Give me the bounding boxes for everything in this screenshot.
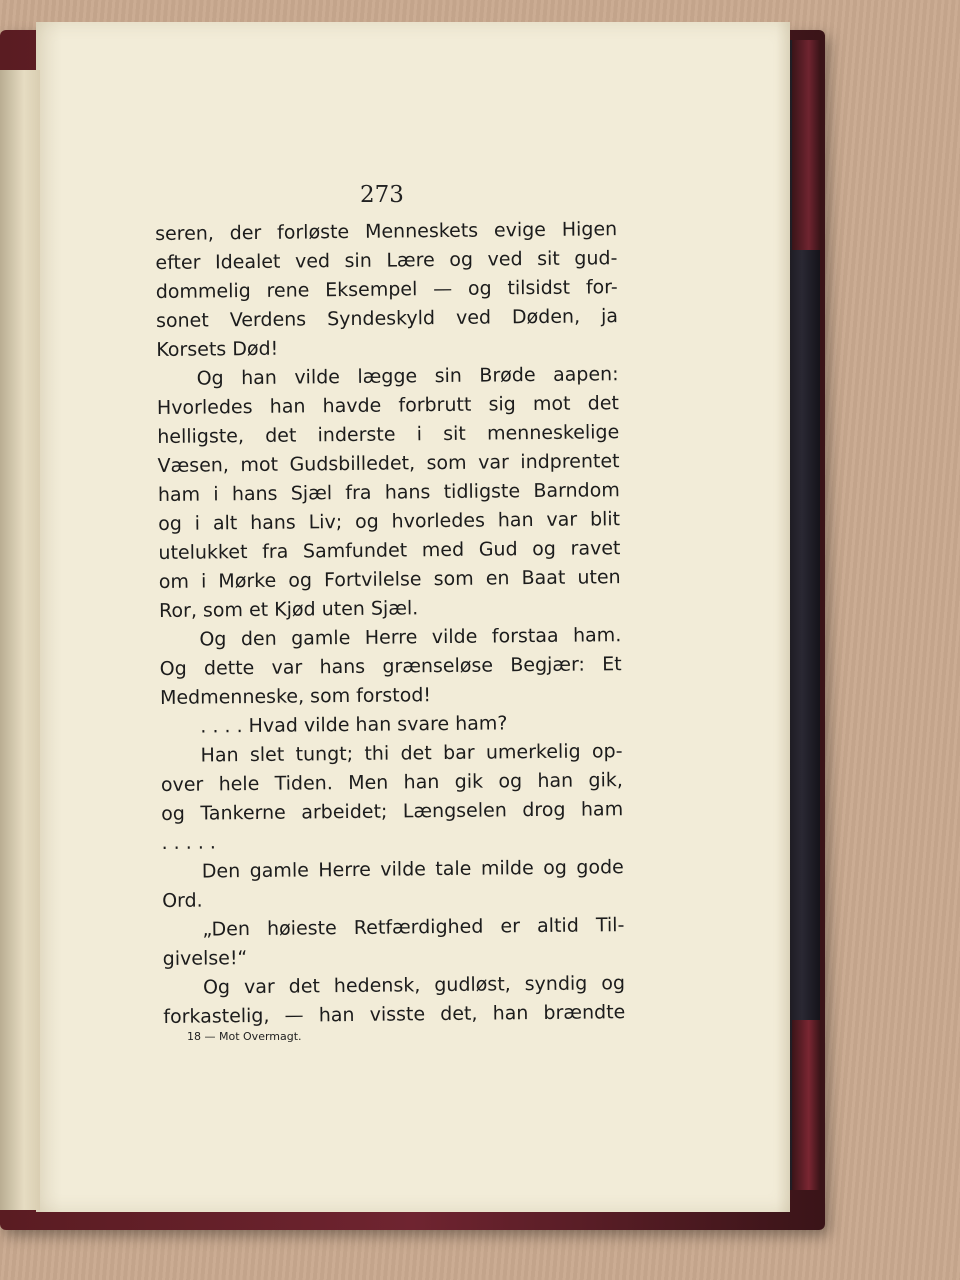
- spine-corner-top: [792, 40, 820, 250]
- text-line: Og den gamle Herre vilde forstaa ham.: [199, 624, 622, 651]
- text-line: „Den høieste Retfærdighed er altid Til-: [202, 914, 625, 941]
- text-line: efter Idealet ved sin Lære og ved sit gud-: [155, 247, 618, 274]
- page-text: [155, 215, 625, 1032]
- text-line: Korsets Død!: [156, 337, 279, 361]
- text-line: Han slet tungt; thi det bar umerkelig op-: [200, 740, 623, 767]
- text-line: Ror, som et Kjød uten Sjæl.: [158, 597, 419, 622]
- text-line: Og dette var hans grænseløse Begjær: Et: [159, 653, 622, 680]
- text-line: over hele Tiden. Men han gik og han gik,: [160, 769, 623, 796]
- text-line: Hvorledes han havde forbrutt sig mot det: [156, 392, 620, 419]
- text-line: . . . . Hvad vilde han svare ham?: [200, 712, 508, 738]
- text-line: om i Mørke og Fortvilelse som en Baat uten: [158, 566, 621, 593]
- text-line: utelukket fra Samfundet med Gud og ravet: [158, 537, 621, 564]
- text-line: Og var det hedensk, gudløst, syndig og: [202, 972, 626, 999]
- text-line: forkastelig, — han visste det, han brændte: [163, 1001, 626, 1028]
- text-line: Væsen, mot Gudsbilledet, som var indprentet: [157, 450, 620, 477]
- text-line: Medmenneske, som forstod!: [159, 684, 432, 709]
- page-footer: 18 — Mot Overmagt.: [187, 1030, 302, 1043]
- text-line: givelse!“: [162, 947, 248, 970]
- text-line: seren, der forløste Menneskets evige Higen: [155, 218, 618, 245]
- text-line: og i alt hans Liv; og hvorledes han var blit: [158, 508, 621, 535]
- text-line: . . . . .: [161, 831, 216, 854]
- text-line: dommelig rene Eksempel — og tilsidst for-: [155, 276, 618, 303]
- text-line: Og han vilde lægge sin Brøde aapen:: [196, 363, 619, 390]
- text-line: helligste, det inderste i sit menneskelige: [157, 421, 620, 448]
- text-line: og Tankerne arbeidet; Længselen drog ham: [161, 798, 624, 825]
- page-number: 273: [360, 182, 404, 208]
- text-line: Den gamle Herre vilde tale milde og gode: [201, 856, 624, 883]
- text-line: sonet Verdens Syndeskyld ved Døden, ja: [155, 305, 619, 332]
- previous-page-edge: [0, 70, 40, 1210]
- text-line: Ord.: [162, 889, 203, 912]
- spine-corner-bottom: [792, 1020, 820, 1190]
- text-line: ham i hans Sjæl fra hans tidligste Barndom: [157, 479, 620, 506]
